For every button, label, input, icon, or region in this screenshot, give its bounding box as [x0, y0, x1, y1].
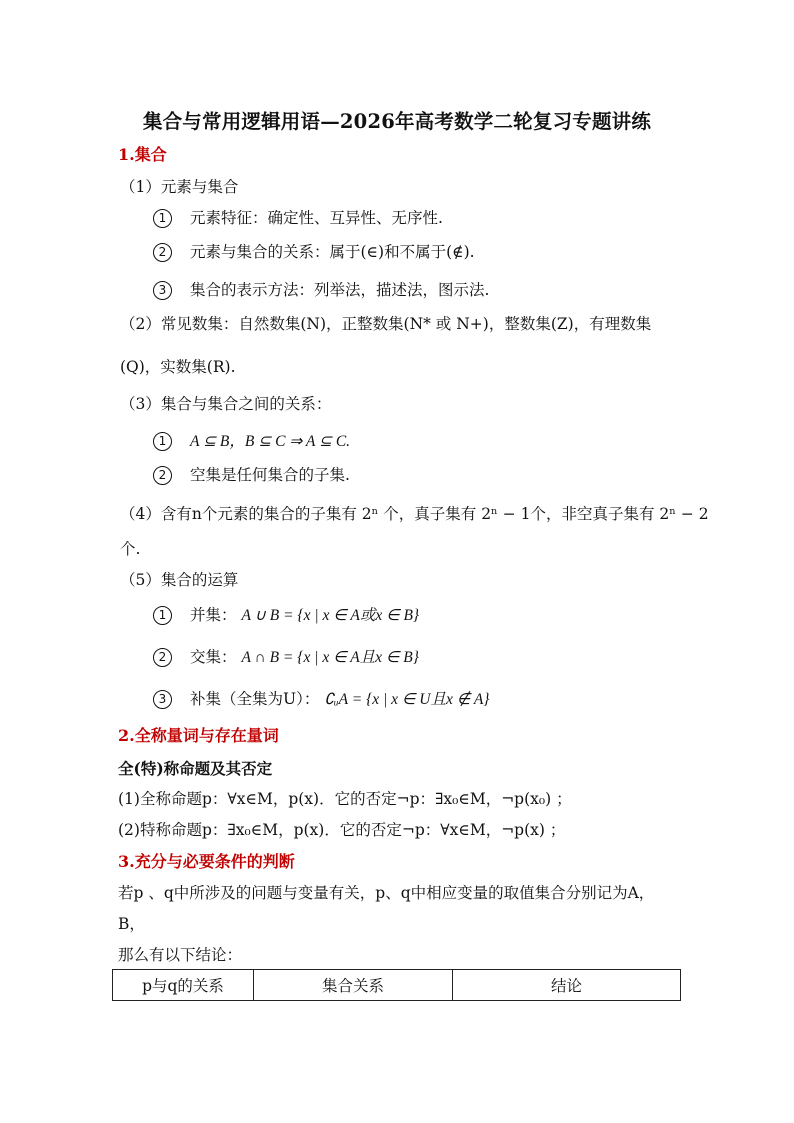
- list-item-label: 并集：: [190, 606, 237, 624]
- list-item-subset-transitivity: [153, 431, 350, 452]
- condition-description-line-1: 若p 、q中所涉及的问题与变量有关，p、q中相应变量的取值集合分别记为A，: [118, 884, 655, 902]
- conditions-table: [112, 969, 681, 1001]
- table-header-row: [113, 970, 681, 1001]
- circled-number: 2: [153, 243, 172, 262]
- table-header-cell: p与q的关系: [113, 970, 254, 1001]
- circled-number: 1: [153, 432, 172, 451]
- table-header-cell: 结论: [453, 970, 681, 1001]
- condition-description-line-3: 那么有以下结论：: [118, 946, 243, 964]
- circled-number: 1: [153, 209, 172, 228]
- formula-text: A ⊆ B，B ⊆ C ⇒ A ⊆ C.: [190, 433, 351, 450]
- circled-number: 2: [153, 648, 172, 667]
- list-item-union: [153, 605, 419, 626]
- list-item-representation: [153, 280, 489, 300]
- condition-description-line-2: B，: [118, 915, 145, 933]
- list-item-text: 元素与集合的关系：属于(∈)和不属于(∉).: [190, 243, 475, 261]
- formula-text: A ∩ B = {x | x ∈ A且x ∈ B}: [241, 649, 419, 666]
- list-item-label: 交集：: [190, 648, 237, 666]
- list-item-complement: [153, 689, 490, 710]
- list-item-text: 集合的表示方法：列举法，描述法，图示法.: [190, 281, 490, 299]
- list-item-text: 空集是任何集合的子集.: [190, 466, 350, 484]
- existential-proposition-line: (2)特称命题p：∃x₀∈M，p(x)．它的否定¬p：∀x∈M，¬p(x) ；: [118, 821, 566, 839]
- list-item-element-membership: [153, 242, 475, 262]
- section-3-heading: 3.充分与必要条件的判断: [118, 852, 295, 871]
- table-header-cell: 集合关系: [254, 970, 453, 1001]
- common-number-sets-line-2: (Q)，实数集(R).: [120, 358, 236, 376]
- circled-number: 1: [153, 606, 172, 625]
- list-item-intersection: [153, 647, 419, 668]
- formula-text: ∁ᵤA = {x | x ∈ U且x ∉ A}: [324, 691, 490, 708]
- circled-number: 3: [153, 690, 172, 709]
- section-2-heading: 2.全称量词与存在量词: [118, 726, 279, 745]
- subsection-set-operations: （5）集合的运算: [120, 571, 239, 589]
- subsection-quantified-propositions: 全(特)称命题及其否定: [118, 759, 273, 778]
- universal-proposition-line: (1)全称命题p：∀x∈M，p(x)．它的否定¬p：∃x₀∈M，¬p(x₀) ；: [118, 790, 572, 808]
- circled-number: 3: [153, 281, 172, 300]
- section-1-heading: 1.集合: [118, 145, 167, 164]
- list-item-empty-set: [153, 465, 350, 485]
- list-item-text: 元素特征：确定性、互异性、无序性.: [190, 209, 443, 227]
- subset-count-line-1: （4）含有n个元素的集合的子集有 2ⁿ 个，真子集有 2ⁿ − 1个，非空真子集有 2ⁿ − 2: [120, 505, 709, 523]
- subsection-set-relations: （3）集合与集合之间的关系：: [120, 395, 332, 413]
- formula-text: A ∪ B = {x | x ∈ A或x ∈ B}: [241, 607, 420, 624]
- subset-count-line-2: 个.: [120, 540, 141, 558]
- list-item-label: 补集（全集为U）：: [190, 690, 320, 708]
- circled-number: 2: [153, 466, 172, 485]
- list-item-element-features: [153, 208, 443, 228]
- page-title: 集合与常用逻辑用语—2026年高考数学二轮复习专题讲练: [142, 110, 652, 133]
- subsection-elements-and-sets: （1）元素与集合: [120, 178, 239, 196]
- common-number-sets-line-1: （2）常见数集：自然数集(N)，正整数集(N* 或 N+)，整数集(Z)，有理数集: [120, 315, 652, 333]
